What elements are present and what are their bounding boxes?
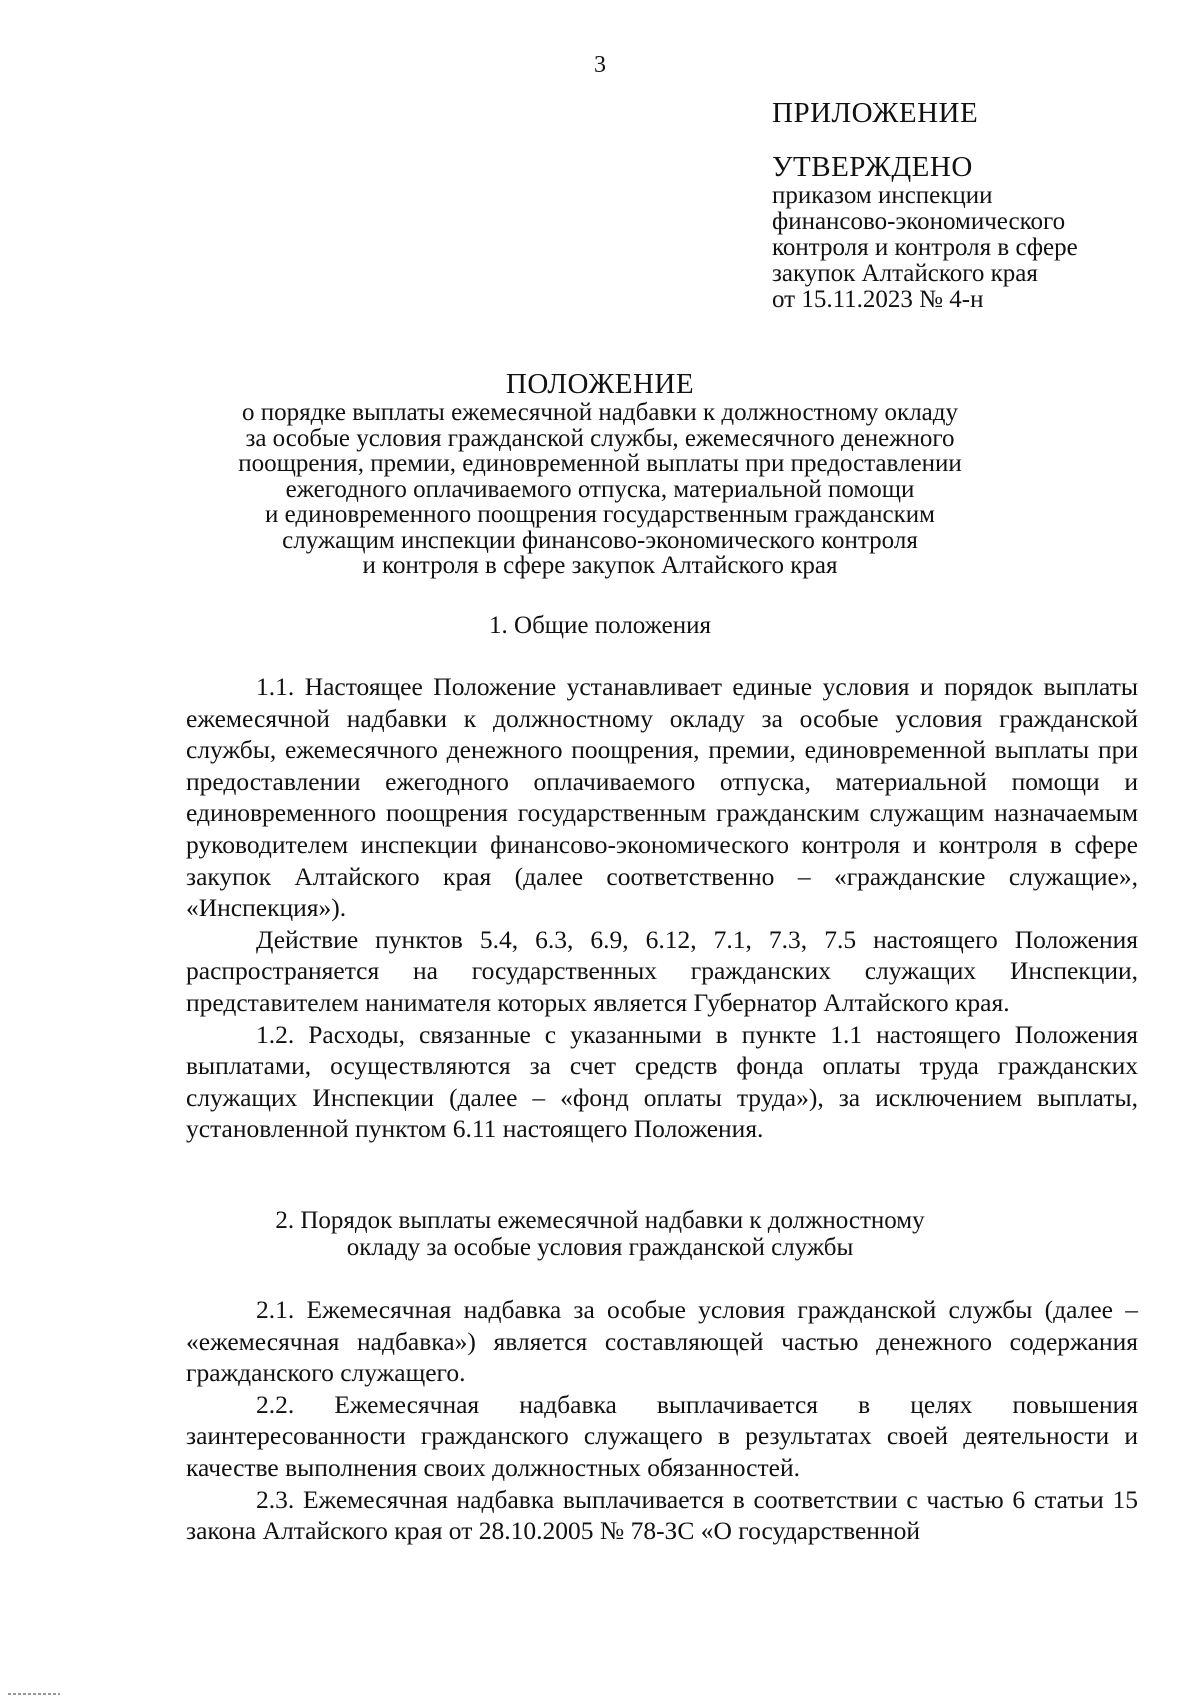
- document-subtitle-line: о порядке выплаты ежемесячной надбавки к должностному окладу: [241, 399, 958, 426]
- approval-line: финансово-экономического: [772, 208, 1066, 235]
- section-2-heading: [0, 1207, 1200, 1261]
- approval-line: закупок Алтайского края: [772, 260, 1038, 287]
- appendix-title: ПРИЛОЖЕНИЕ: [772, 97, 979, 129]
- section-1-heading: 1. Общие положения: [489, 612, 711, 639]
- section-2-body: [186, 1294, 1138, 1547]
- approval-line: контроля и контроля в сфере: [772, 234, 1078, 261]
- approval-line: приказом инспекции: [772, 182, 993, 209]
- section-1-body: [186, 671, 1138, 1145]
- approved-title: УТВЕРЖДЕНО: [772, 151, 973, 183]
- document-subtitle-line: и контроля в сфере закупок Алтайского края: [362, 552, 838, 579]
- appendix-block: [772, 96, 1172, 313]
- section-2-heading-line: окладу за особые условия гражданской службы: [346, 1234, 854, 1261]
- page-number: 3: [594, 52, 606, 78]
- paragraph-2-2: 2.2. Ежемесячная надбавка выплачивается в целях повышения заинтересованности гражданского служащего в результатах своей деятельности и качестве выполнения своих должностных обязанностей.: [186, 1389, 1138, 1482]
- document-heading: ПОЛОЖЕНИЕ: [505, 368, 695, 400]
- document-subtitle-line: ежегодного оплачиваемого отпуска, материальной помощи: [285, 475, 915, 503]
- document-subtitle-line: и единовременного поощрения государственным гражданским: [265, 501, 935, 528]
- approval-line: от 15.11.2023 № 4-н: [772, 286, 984, 313]
- paragraph-1-1-scope: Действие пунктов 5.4, 6.3, 6.9, 6.12, 7.1, 7.3, 7.5 настоящего Положения распространяется на государственных гражданских служащих Инспекции, представителем нанимателя которых является Губернатор Алтайского края.: [186, 924, 1138, 1017]
- paragraph-1-2: 1.2. Расходы, связанные с указанными в пункте 1.1 настоящего Положения выплатами, осуществляются за счет средств фонда оплаты труда гражданских служащих Инспекции (далее – «фонд оплаты труда»), за исключением выплаты, установленной пунктом 6.11 настоящего Положения.: [186, 1019, 1138, 1144]
- paragraph-2-1: 2.1. Ежемесячная надбавка за особые условия гражданской службы (далее – «ежемесячная надбавка») является составляющей частью денежного содержания гражданского служащего.: [186, 1295, 1138, 1388]
- document-subtitle-line: за особые условия гражданской службы, ежемесячного денежного: [245, 424, 955, 452]
- document-subtitle-line: служащим инспекции финансово-экономического контроля: [282, 526, 918, 554]
- paragraph-2-3: 2.3. Ежемесячная надбавка выплачивается в соответствии с частью 6 статьи 15 закона Алтайского края от 28.10.2005 № 78-ЗС «О государственной: [186, 1484, 1138, 1546]
- document-title-block: [0, 368, 1200, 579]
- document-subtitle-line: поощрения, премии, единовременной выплаты при предоставлении: [238, 450, 962, 477]
- scan-edge-mark: [8, 1693, 60, 1695]
- paragraph-1-1: 1.1. Настоящее Положение устанавливает единые условия и порядок выплаты ежемесячной надбавки к должностному окладу за особые условия гражданской службы, ежемесячного денежного поощрения, премии, единовременной выплаты при предоставлении ежегодного оплачиваемого отпуска, материальной помощи и единовременного поощрения государственным гражданским служащим назначаемым руководителем инспекции финансово-экономического контроля и контроля в сфере закупок Алтайского края (далее соответственно – «гражданские служащие», «Инспекция»).: [186, 672, 1138, 923]
- section-2-heading-line: 2. Порядок выплаты ежемесячной надбавки к должностному: [275, 1207, 925, 1234]
